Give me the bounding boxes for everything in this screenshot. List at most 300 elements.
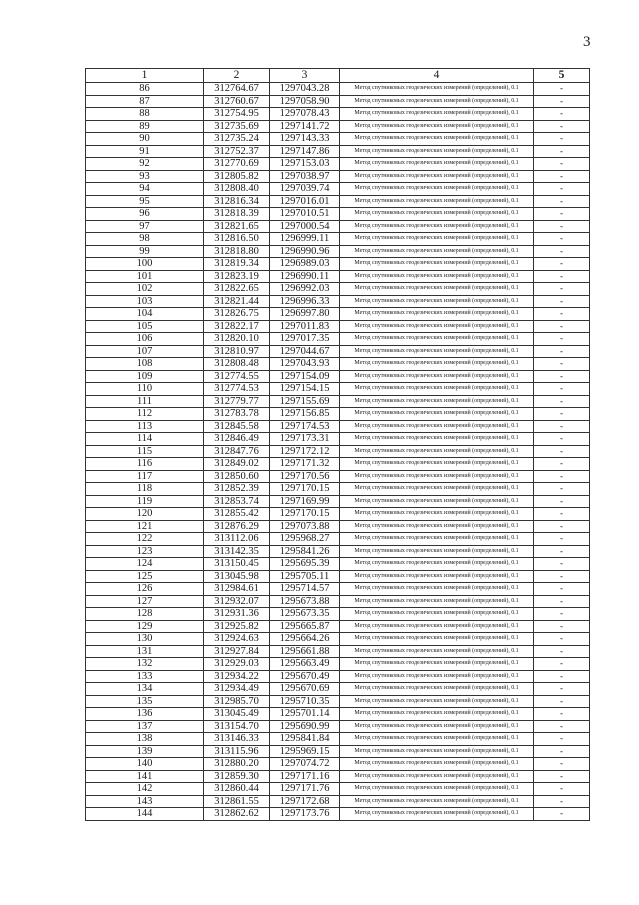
table-row [86, 183, 590, 196]
method-cell: Метод спутниковых геодезических измерений (определений), 0.1 [340, 270, 534, 283]
x-coordinate-cell: 312752.37 [204, 145, 270, 158]
point-number-cell: 140 [86, 758, 204, 771]
x-coordinate-cell: 312820.10 [204, 333, 270, 346]
table-row [86, 220, 590, 233]
x-coordinate-cell: 312861.55 [204, 795, 270, 808]
y-coordinate-cell: 1296996.33 [270, 295, 340, 308]
table-row [86, 470, 590, 483]
method-cell: Метод спутниковых геодезических измерений (определений), 0.1 [340, 808, 534, 821]
method-cell: Метод спутниковых геодезических измерений (определений), 0.1 [340, 783, 534, 796]
method-cell: Метод спутниковых геодезических измерений (определений), 0.1 [340, 508, 534, 521]
table-row [86, 733, 590, 746]
method-cell: Метод спутниковых геодезических измерений (определений), 0.1 [340, 695, 534, 708]
table-row [86, 508, 590, 521]
y-coordinate-cell: 1297173.76 [270, 808, 340, 821]
x-coordinate-cell: 312816.34 [204, 195, 270, 208]
method-cell: Метод спутниковых геодезических измерений (определений), 0.1 [340, 483, 534, 496]
y-coordinate-cell: 1296997.80 [270, 308, 340, 321]
method-cell: Метод спутниковых геодезических измерений (определений), 0.1 [340, 295, 534, 308]
x-coordinate-cell: 312847.76 [204, 445, 270, 458]
table-row [86, 795, 590, 808]
dash-cell: - [534, 358, 590, 371]
method-cell: Метод спутниковых геодезических измерений (определений), 0.1 [340, 408, 534, 421]
table-row [86, 645, 590, 658]
point-number-cell: 113 [86, 420, 204, 433]
dash-cell: - [534, 320, 590, 333]
x-coordinate-cell: 312774.53 [204, 383, 270, 396]
x-coordinate-cell: 312818.80 [204, 245, 270, 258]
x-coordinate-cell: 312853.74 [204, 495, 270, 508]
method-cell: Метод спутниковых геодезических измерений (определений), 0.1 [340, 720, 534, 733]
table-row [86, 245, 590, 258]
dash-cell: - [534, 345, 590, 358]
x-coordinate-cell: 313115.96 [204, 745, 270, 758]
y-coordinate-cell: 1297172.12 [270, 445, 340, 458]
x-coordinate-cell: 312822.65 [204, 283, 270, 296]
dash-cell: - [534, 658, 590, 671]
table-row [86, 320, 590, 333]
table-row [86, 720, 590, 733]
y-coordinate-cell: 1296990.96 [270, 245, 340, 258]
dash-cell: - [534, 683, 590, 696]
y-coordinate-cell: 1297058.90 [270, 95, 340, 108]
method-cell: Метод спутниковых геодезических измерений (определений), 0.1 [340, 670, 534, 683]
table-row [86, 408, 590, 421]
point-number-cell: 137 [86, 720, 204, 733]
point-number-cell: 125 [86, 570, 204, 583]
table-row [86, 345, 590, 358]
point-number-cell: 90 [86, 133, 204, 146]
dash-cell: - [534, 720, 590, 733]
y-coordinate-cell: 1295841.26 [270, 545, 340, 558]
table-row [86, 195, 590, 208]
point-number-cell: 123 [86, 545, 204, 558]
x-coordinate-cell: 312764.67 [204, 83, 270, 96]
point-number-cell: 99 [86, 245, 204, 258]
dash-cell: - [534, 583, 590, 596]
table-row [86, 533, 590, 546]
dash-cell: - [534, 183, 590, 196]
table-row [86, 545, 590, 558]
method-cell: Метод спутниковых геодезических измерений (определений), 0.1 [340, 83, 534, 96]
method-cell: Метод спутниковых геодезических измерений (определений), 0.1 [340, 195, 534, 208]
table-row [86, 308, 590, 321]
table-row [86, 95, 590, 108]
x-coordinate-cell: 313045.98 [204, 570, 270, 583]
point-number-cell: 108 [86, 358, 204, 371]
point-number-cell: 141 [86, 770, 204, 783]
point-number-cell: 136 [86, 708, 204, 721]
method-cell: Метод спутниковых геодезических измерений (определений), 0.1 [340, 620, 534, 633]
point-number-cell: 129 [86, 620, 204, 633]
table-row [86, 483, 590, 496]
point-number-cell: 128 [86, 608, 204, 621]
method-cell: Метод спутниковых геодезических измерений (определений), 0.1 [340, 495, 534, 508]
y-coordinate-cell: 1297073.88 [270, 520, 340, 533]
x-coordinate-cell: 312821.44 [204, 295, 270, 308]
y-coordinate-cell: 1295673.35 [270, 608, 340, 621]
y-coordinate-cell: 1295690.99 [270, 720, 340, 733]
x-coordinate-cell: 312821.65 [204, 220, 270, 233]
y-coordinate-cell: 1297172.68 [270, 795, 340, 808]
table-row [86, 758, 590, 771]
dash-cell: - [534, 770, 590, 783]
x-coordinate-cell: 312846.49 [204, 433, 270, 446]
dash-cell: - [534, 495, 590, 508]
x-coordinate-cell: 312859.30 [204, 770, 270, 783]
x-coordinate-cell: 312819.34 [204, 258, 270, 271]
y-coordinate-cell: 1295714.57 [270, 583, 340, 596]
dash-cell: - [534, 245, 590, 258]
method-cell: Метод спутниковых геодезических измерений (определений), 0.1 [340, 795, 534, 808]
point-number-cell: 132 [86, 658, 204, 671]
dash-cell: - [534, 120, 590, 133]
method-cell: Метод спутниковых геодезических измерений (определений), 0.1 [340, 383, 534, 396]
y-coordinate-cell: 1297044.67 [270, 345, 340, 358]
y-coordinate-cell: 1297039.74 [270, 183, 340, 196]
dash-cell: - [534, 783, 590, 796]
dash-cell: - [534, 408, 590, 421]
y-coordinate-cell: 1297038.97 [270, 170, 340, 183]
table-row [86, 158, 590, 171]
dash-cell: - [534, 445, 590, 458]
y-coordinate-cell: 1295670.49 [270, 670, 340, 683]
x-coordinate-cell: 313150.45 [204, 558, 270, 571]
dash-cell: - [534, 620, 590, 633]
table-row [86, 108, 590, 121]
method-cell: Метод спутниковых геодезических измерений (определений), 0.1 [340, 308, 534, 321]
x-coordinate-cell: 312754.95 [204, 108, 270, 121]
point-number-cell: 88 [86, 108, 204, 121]
x-coordinate-cell: 312855.42 [204, 508, 270, 521]
x-coordinate-cell: 313112.06 [204, 533, 270, 546]
method-cell: Метод спутниковых геодезических измерений (определений), 0.1 [340, 558, 534, 571]
x-coordinate-cell: 312826.75 [204, 308, 270, 321]
point-number-cell: 95 [86, 195, 204, 208]
point-number-cell: 107 [86, 345, 204, 358]
x-coordinate-cell: 312783.78 [204, 408, 270, 421]
point-number-cell: 117 [86, 470, 204, 483]
table-row [86, 670, 590, 683]
point-number-cell: 116 [86, 458, 204, 471]
dash-cell: - [534, 208, 590, 221]
point-number-cell: 102 [86, 283, 204, 296]
y-coordinate-cell: 1295705.11 [270, 570, 340, 583]
table-row [86, 233, 590, 246]
method-cell: Метод спутниковых геодезических измерений (определений), 0.1 [340, 208, 534, 221]
x-coordinate-cell: 312770.69 [204, 158, 270, 171]
x-coordinate-cell: 312924.63 [204, 633, 270, 646]
y-coordinate-cell: 1295663.49 [270, 658, 340, 671]
x-coordinate-cell: 312934.49 [204, 683, 270, 696]
column-header-method: 4 [340, 69, 534, 83]
dash-cell: - [534, 258, 590, 271]
x-coordinate-cell: 313146.33 [204, 733, 270, 746]
x-coordinate-cell: 312808.48 [204, 358, 270, 371]
x-coordinate-cell: 312984.61 [204, 583, 270, 596]
y-coordinate-cell: 1295664.26 [270, 633, 340, 646]
y-coordinate-cell: 1295695.39 [270, 558, 340, 571]
table-body [86, 83, 590, 821]
point-number-cell: 135 [86, 695, 204, 708]
point-number-cell: 115 [86, 445, 204, 458]
point-number-cell: 87 [86, 95, 204, 108]
dash-cell: - [534, 570, 590, 583]
method-cell: Метод спутниковых геодезических измерений (определений), 0.1 [340, 433, 534, 446]
dash-cell: - [534, 420, 590, 433]
y-coordinate-cell: 1297171.76 [270, 783, 340, 796]
dash-cell: - [534, 695, 590, 708]
point-number-cell: 93 [86, 170, 204, 183]
y-coordinate-cell: 1297074.72 [270, 758, 340, 771]
method-cell: Метод спутниковых геодезических измерений (определений), 0.1 [340, 258, 534, 271]
dash-cell: - [534, 733, 590, 746]
table-row [86, 445, 590, 458]
method-cell: Метод спутниковых геодезических измерений (определений), 0.1 [340, 233, 534, 246]
table-row [86, 595, 590, 608]
method-cell: Метод спутниковых геодезических измерений (определений), 0.1 [340, 758, 534, 771]
table-row [86, 495, 590, 508]
point-number-cell: 109 [86, 370, 204, 383]
method-cell: Метод спутниковых геодезических измерений (определений), 0.1 [340, 683, 534, 696]
y-coordinate-cell: 1296992.03 [270, 283, 340, 296]
dash-cell: - [534, 233, 590, 246]
point-number-cell: 144 [86, 808, 204, 821]
column-header-description: 5 [534, 69, 590, 83]
dash-cell: - [534, 670, 590, 683]
table-row [86, 145, 590, 158]
page-number: 3 [583, 34, 591, 50]
point-number-cell: 126 [86, 583, 204, 596]
dash-cell: - [534, 470, 590, 483]
point-number-cell: 112 [86, 408, 204, 421]
x-coordinate-cell: 312849.02 [204, 458, 270, 471]
point-number-cell: 106 [86, 333, 204, 346]
point-number-cell: 139 [86, 745, 204, 758]
table-row [86, 120, 590, 133]
dash-cell: - [534, 483, 590, 496]
point-number-cell: 118 [86, 483, 204, 496]
method-cell: Метод спутниковых геодезических измерений (определений), 0.1 [340, 358, 534, 371]
y-coordinate-cell: 1295841.84 [270, 733, 340, 746]
point-number-cell: 101 [86, 270, 204, 283]
point-number-cell: 121 [86, 520, 204, 533]
table-row [86, 208, 590, 221]
method-cell: Метод спутниковых геодезических измерений (определений), 0.1 [340, 320, 534, 333]
method-cell: Метод спутниковых геодезических измерений (определений), 0.1 [340, 770, 534, 783]
table-row [86, 383, 590, 396]
table-row [86, 395, 590, 408]
dash-cell: - [534, 295, 590, 308]
y-coordinate-cell: 1296999.11 [270, 233, 340, 246]
method-cell: Метод спутниковых геодезических измерений (определений), 0.1 [340, 333, 534, 346]
table-row [86, 608, 590, 621]
y-coordinate-cell: 1297153.03 [270, 158, 340, 171]
table-row [86, 695, 590, 708]
dash-cell: - [534, 170, 590, 183]
method-cell: Метод спутниковых геодезических измерений (определений), 0.1 [340, 458, 534, 471]
y-coordinate-cell: 1297154.09 [270, 370, 340, 383]
y-coordinate-cell: 1297169.99 [270, 495, 340, 508]
method-cell: Метод спутниковых геодезических измерений (определений), 0.1 [340, 708, 534, 721]
dash-cell: - [534, 508, 590, 521]
table-row [86, 745, 590, 758]
method-cell: Метод спутниковых геодезических измерений (определений), 0.1 [340, 533, 534, 546]
dash-cell: - [534, 270, 590, 283]
y-coordinate-cell: 1297170.15 [270, 508, 340, 521]
dash-cell: - [534, 558, 590, 571]
method-cell: Метод спутниковых геодезических измерений (определений), 0.1 [340, 595, 534, 608]
method-cell: Метод спутниковых геодезических измерений (определений), 0.1 [340, 158, 534, 171]
y-coordinate-cell: 1297011.83 [270, 320, 340, 333]
table-row [86, 358, 590, 371]
table-row [86, 295, 590, 308]
dash-cell: - [534, 333, 590, 346]
column-header-x-coordinate: 2 [204, 69, 270, 83]
x-coordinate-cell: 312929.03 [204, 658, 270, 671]
dash-cell: - [534, 95, 590, 108]
point-number-cell: 133 [86, 670, 204, 683]
table-row [86, 258, 590, 271]
dash-cell: - [534, 383, 590, 396]
table-row [86, 708, 590, 721]
point-number-cell: 138 [86, 733, 204, 746]
x-coordinate-cell: 312860.44 [204, 783, 270, 796]
y-coordinate-cell: 1296989.03 [270, 258, 340, 271]
point-number-cell: 124 [86, 558, 204, 571]
table-row [86, 520, 590, 533]
dash-cell: - [534, 795, 590, 808]
table-row [86, 170, 590, 183]
y-coordinate-cell: 1297078.43 [270, 108, 340, 121]
y-coordinate-cell: 1295670.69 [270, 683, 340, 696]
dash-cell: - [534, 645, 590, 658]
coordinates-table [85, 68, 590, 821]
point-number-cell: 111 [86, 395, 204, 408]
y-coordinate-cell: 1297171.32 [270, 458, 340, 471]
point-number-cell: 110 [86, 383, 204, 396]
point-number-cell: 89 [86, 120, 204, 133]
y-coordinate-cell: 1295968.27 [270, 533, 340, 546]
dash-cell: - [534, 708, 590, 721]
x-coordinate-cell: 312822.17 [204, 320, 270, 333]
x-coordinate-cell: 312808.40 [204, 183, 270, 196]
dash-cell: - [534, 283, 590, 296]
y-coordinate-cell: 1297017.35 [270, 333, 340, 346]
dash-cell: - [534, 808, 590, 821]
method-cell: Метод спутниковых геодезических измерений (определений), 0.1 [340, 345, 534, 358]
table-row [86, 83, 590, 96]
dash-cell: - [534, 608, 590, 621]
method-cell: Метод спутниковых геодезических измерений (определений), 0.1 [340, 745, 534, 758]
method-cell: Метод спутниковых геодезических измерений (определений), 0.1 [340, 570, 534, 583]
dash-cell: - [534, 133, 590, 146]
method-cell: Метод спутниковых геодезических измерений (определений), 0.1 [340, 520, 534, 533]
method-cell: Метод спутниковых геодезических измерений (определений), 0.1 [340, 645, 534, 658]
y-coordinate-cell: 1297016.01 [270, 195, 340, 208]
x-coordinate-cell: 312880.20 [204, 758, 270, 771]
dash-cell: - [534, 308, 590, 321]
table-row [86, 770, 590, 783]
y-coordinate-cell: 1296990.11 [270, 270, 340, 283]
x-coordinate-cell: 312862.62 [204, 808, 270, 821]
x-coordinate-cell: 312735.24 [204, 133, 270, 146]
table-row [86, 133, 590, 146]
x-coordinate-cell: 313045.49 [204, 708, 270, 721]
point-number-cell: 119 [86, 495, 204, 508]
point-number-cell: 86 [86, 83, 204, 96]
x-coordinate-cell: 312818.39 [204, 208, 270, 221]
x-coordinate-cell: 312805.82 [204, 170, 270, 183]
method-cell: Метод спутниковых геодезических измерений (определений), 0.1 [340, 658, 534, 671]
point-number-cell: 104 [86, 308, 204, 321]
dash-cell: - [534, 370, 590, 383]
dash-cell: - [534, 633, 590, 646]
method-cell: Метод спутниковых геодезических измерений (определений), 0.1 [340, 470, 534, 483]
x-coordinate-cell: 312925.82 [204, 620, 270, 633]
table-row [86, 283, 590, 296]
column-header-y-coordinate: 3 [270, 69, 340, 83]
point-number-cell: 127 [86, 595, 204, 608]
y-coordinate-cell: 1295701.14 [270, 708, 340, 721]
table-row [86, 633, 590, 646]
x-coordinate-cell: 312985.70 [204, 695, 270, 708]
method-cell: Метод спутниковых геодезических измерений (определений), 0.1 [340, 283, 534, 296]
table-row [86, 658, 590, 671]
x-coordinate-cell: 312810.97 [204, 345, 270, 358]
table-row [86, 333, 590, 346]
x-coordinate-cell: 312816.50 [204, 233, 270, 246]
table-row [86, 458, 590, 471]
method-cell: Метод спутниковых геодезических измерений (определений), 0.1 [340, 395, 534, 408]
y-coordinate-cell: 1295710.35 [270, 695, 340, 708]
y-coordinate-cell: 1297043.28 [270, 83, 340, 96]
dash-cell: - [534, 433, 590, 446]
method-cell: Метод спутниковых геодезических измерений (определений), 0.1 [340, 733, 534, 746]
method-cell: Метод спутниковых геодезических измерений (определений), 0.1 [340, 145, 534, 158]
point-number-cell: 91 [86, 145, 204, 158]
x-coordinate-cell: 312850.60 [204, 470, 270, 483]
method-cell: Метод спутниковых геодезических измерений (определений), 0.1 [340, 120, 534, 133]
point-number-cell: 120 [86, 508, 204, 521]
point-number-cell: 98 [86, 233, 204, 246]
table-row [86, 420, 590, 433]
x-coordinate-cell: 312735.69 [204, 120, 270, 133]
point-number-cell: 92 [86, 158, 204, 171]
table-row [86, 583, 590, 596]
dash-cell: - [534, 520, 590, 533]
x-coordinate-cell: 312876.29 [204, 520, 270, 533]
point-number-cell: 143 [86, 795, 204, 808]
x-coordinate-cell: 312927.84 [204, 645, 270, 658]
method-cell: Метод спутниковых геодезических измерений (определений), 0.1 [340, 170, 534, 183]
point-number-cell: 122 [86, 533, 204, 546]
method-cell: Метод спутниковых геодезических измерений (определений), 0.1 [340, 420, 534, 433]
y-coordinate-cell: 1297174.53 [270, 420, 340, 433]
y-coordinate-cell: 1295665.87 [270, 620, 340, 633]
table-row [86, 683, 590, 696]
dash-cell: - [534, 758, 590, 771]
point-number-cell: 142 [86, 783, 204, 796]
method-cell: Метод спутниковых геодезических измерений (определений), 0.1 [340, 133, 534, 146]
method-cell: Метод спутниковых геодезических измерений (определений), 0.1 [340, 545, 534, 558]
y-coordinate-cell: 1297010.51 [270, 208, 340, 221]
point-number-cell: 94 [86, 183, 204, 196]
dash-cell: - [534, 145, 590, 158]
column-header-point-number: 1 [86, 69, 204, 83]
point-number-cell: 105 [86, 320, 204, 333]
dash-cell: - [534, 545, 590, 558]
